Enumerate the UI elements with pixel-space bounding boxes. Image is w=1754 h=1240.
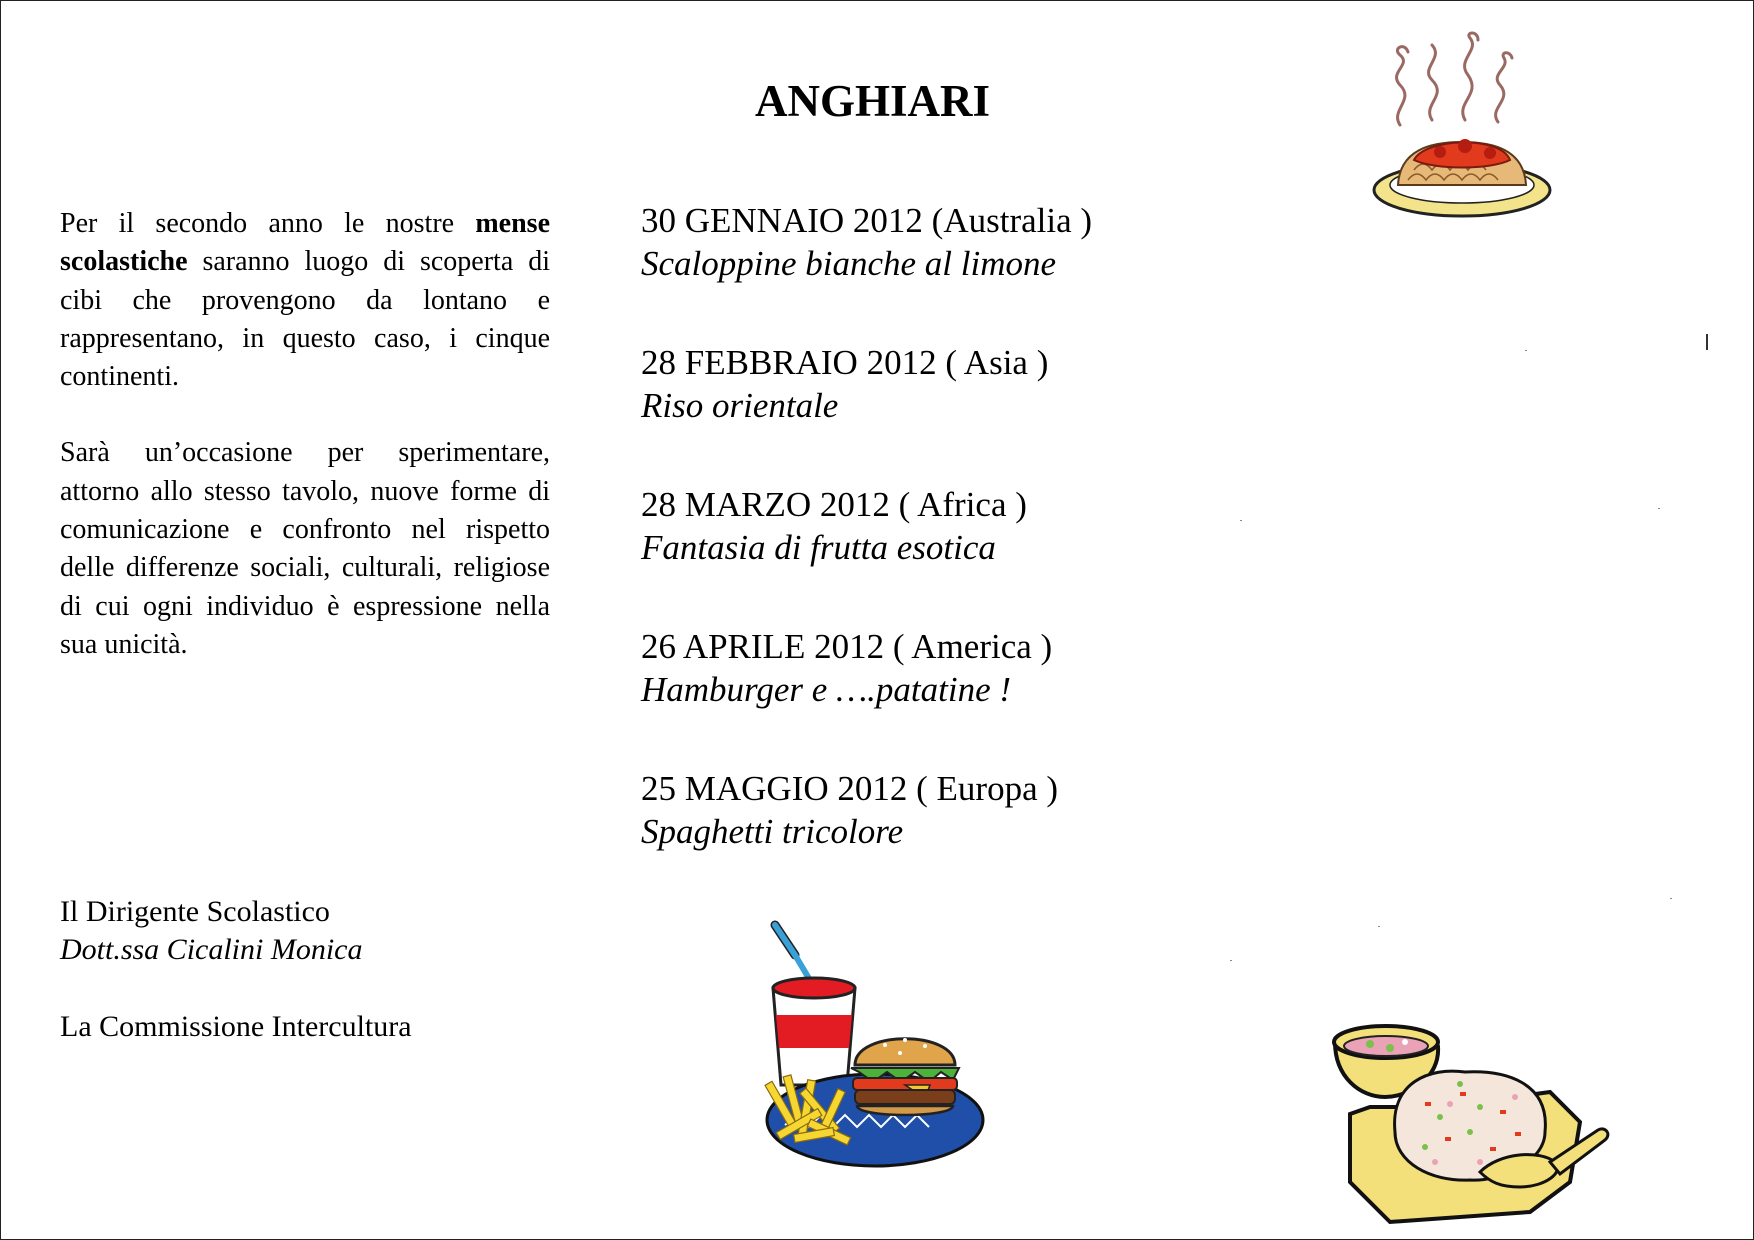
- event-date: 26 APRILE 2012 ( America ): [641, 627, 1053, 666]
- signature-name: Dott.ssa Cicalini Monica: [60, 933, 363, 966]
- event-item: [641, 484, 1241, 626]
- signature-commission: La Commissione Intercultura: [60, 1010, 412, 1043]
- event-list: [641, 200, 1241, 910]
- burger-meal-icon: [755, 920, 985, 1180]
- event-dish: Riso orientale: [641, 386, 839, 425]
- signature-role: Il Dirigente Scolastico: [60, 895, 330, 928]
- intro-text: [60, 205, 550, 664]
- intro-paragraph-2: Sarà un’occasione per sperimentare, attorno allo stesso tavolo, nuove forme di comunicazione e confronto nel rispetto delle differenze sociali, culturali, religiose di cui ogni individuo è espressione nella sua unicità.: [60, 437, 550, 660]
- event-item: [641, 768, 1241, 910]
- scan-speck: [1706, 334, 1708, 350]
- event-date: 30 GENNAIO 2012 (Australia ): [641, 201, 1093, 240]
- event-item: [641, 626, 1241, 768]
- signature-block: [60, 893, 412, 1046]
- event-dish: Scaloppine bianche al limone: [641, 244, 1057, 283]
- scan-speck: [1525, 350, 1527, 351]
- event-dish: Hamburger e ….patatine !: [641, 670, 1012, 709]
- page-title: ANGHIARI: [754, 76, 991, 126]
- intro-paragraph-1: Per il secondo anno le nostre mense scolastiche saranno luogo di scoperta di cibi che provengono da lontano e rappresentano, in questo caso, i cinque continenti.: [60, 208, 550, 393]
- scan-speck: [1230, 960, 1232, 961]
- event-item: [641, 200, 1241, 342]
- event-dish: Fantasia di frutta esotica: [641, 528, 996, 567]
- scan-speck: [1240, 520, 1242, 521]
- event-date: 25 MAGGIO 2012 ( Europa ): [641, 769, 1059, 808]
- event-date: 28 FEBBRAIO 2012 ( Asia ): [641, 343, 1049, 382]
- rice-bowl-icon: [1330, 1022, 1610, 1227]
- event-dish: Spaghetti tricolore: [641, 812, 904, 851]
- scan-speck: [1378, 926, 1380, 927]
- intro-highlight: mense scolastiche: [60, 208, 550, 278]
- event-date: 28 MARZO 2012 ( Africa ): [641, 485, 1027, 524]
- spaghetti-plate-icon: [1370, 30, 1560, 225]
- scan-speck: [1658, 508, 1660, 509]
- event-item: [641, 342, 1241, 484]
- scan-speck: [1670, 898, 1672, 899]
